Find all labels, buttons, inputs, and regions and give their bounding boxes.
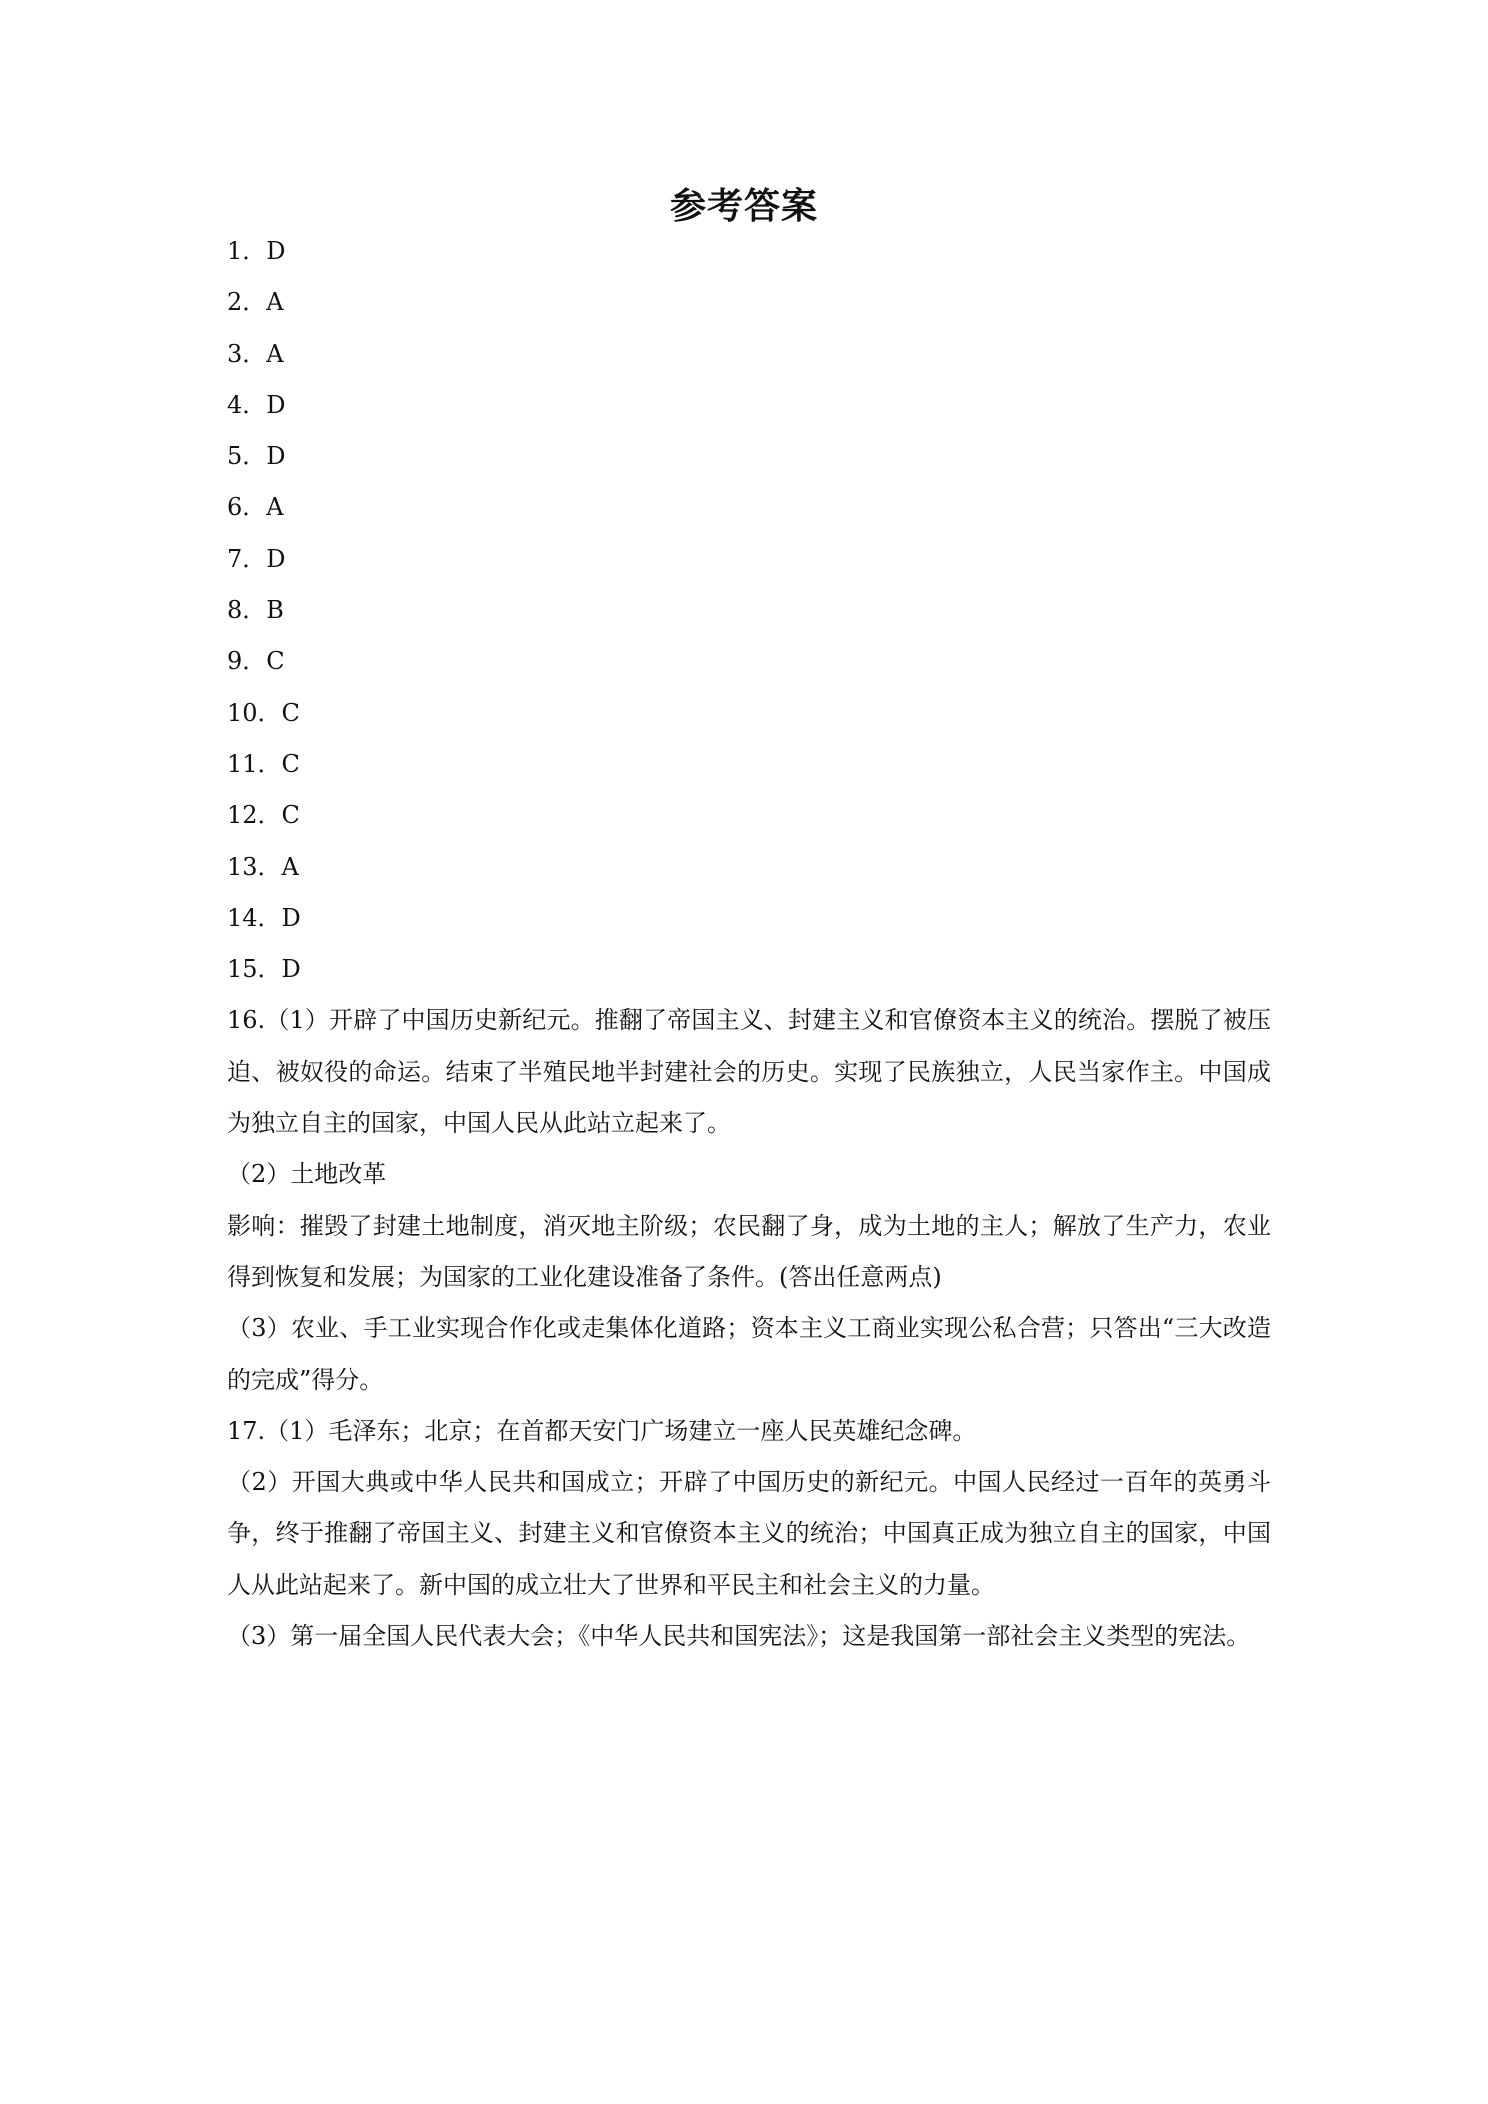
choice-answer-7: 7．D: [227, 544, 286, 573]
answer-content: [227, 226, 1271, 1662]
choice-answer-10: 10．C: [227, 698, 300, 727]
choice-answer-1: 1．D: [227, 237, 286, 265]
q16-part-2-impact: 影响：摧毁了封建土地制度，消灭地主阶级；农民翻了身，成为土地的主人；解放了生产力，农业得到恢复和发展；为国家的工业化建设准备了条件。(答出任意两点): [227, 1211, 1271, 1291]
choice-answer-5: 5．D: [227, 442, 286, 471]
choice-answer-15: 15．D: [227, 955, 301, 984]
choice-answer-12: 12．C: [227, 801, 300, 830]
choice-answer-9: 9．C: [227, 647, 285, 676]
q17-part-1: 17.（1）毛泽东；北京；在首都天安门广场建立一座人民英雄纪念碑。: [227, 1416, 977, 1445]
choice-answer-14: 14．D: [227, 903, 301, 932]
q17-part-2: （2）开国大典或中华人民共和国成立；开辟了中国历史的新纪元。中国人民经过一百年的英勇斗争，终于推翻了帝国主义、封建主义和官僚资本主义的统治；中国真正成为独立自主的国家，中国人从此站起来了。新中国的成立壮大了世界和平民主和社会主义的力量。: [227, 1468, 1271, 1599]
choice-answer-4: 4．D: [227, 390, 286, 419]
q17-part-3: （3）第一届全国人民代表大会；《中华人民共和国宪法》；这是我国第一部社会主义类型的宪法。: [227, 1622, 1251, 1651]
page-title: 参考答案: [669, 186, 818, 227]
question-16-answer: [227, 995, 1271, 1405]
question-17-answer: [227, 1406, 1271, 1662]
choice-answers-list: [227, 226, 1271, 995]
choice-answer-2: 2．A: [227, 288, 284, 317]
q16-part-3: （3）农业、手工业实现合作化或走集体化道路；资本主义工商业实现公私合营；只答出“三大改造的完成”得分。: [227, 1314, 1271, 1394]
choice-answer-6: 6．A: [227, 493, 284, 522]
choice-answer-13: 13．A: [227, 852, 299, 881]
q16-part-2: （2）土地改革: [227, 1160, 387, 1189]
choice-answer-3: 3．A: [227, 339, 284, 368]
choice-answer-11: 11．C: [227, 749, 300, 778]
q16-part-1: 16.（1）开辟了中国历史新纪元。推翻了帝国主义、封建主义和官僚资本主义的统治。摆脱了被压迫、被奴役的命运。结束了半殖民地半封建社会的历史。实现了民族独立，人民当家作主。中国成为独立自主的国家，中国人民从此站立起来了。: [227, 1006, 1271, 1138]
choice-answer-8: 8．B: [227, 596, 284, 625]
